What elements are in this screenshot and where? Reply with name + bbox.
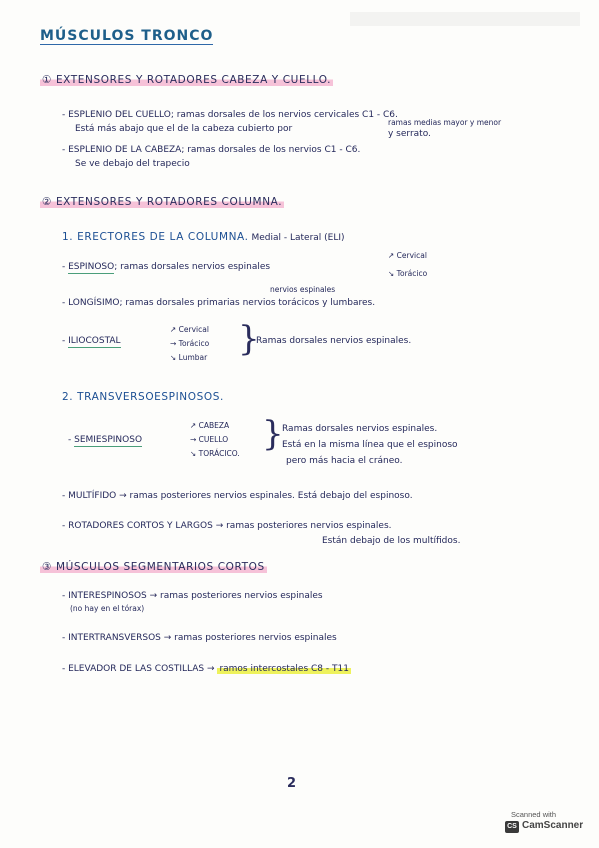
elevador-line: - ELEVADOR DE LAS COSTILLAS → ramos intercostales C8 - T11 [62,664,349,674]
semiespinoso-label: SEMIESPINOSO [74,435,143,445]
interespinosos-note: (no hay en el tórax) [70,604,145,613]
semiespinoso-line: - SEMIESPINOSO [68,435,143,445]
iliocostal-branch-3-label: Lumbar [178,353,208,362]
arrow-icon: → [149,591,158,601]
multifido-text: ramas posteriores nervios espinales. Está debajo del espinoso. [129,491,413,501]
semiespinoso-branch-2-label: CUELLO [198,435,229,444]
rotadores-label: ROTADORES CORTOS Y LARGOS [68,521,213,531]
erectores-title-line [62,231,345,243]
section-2-heading-text: ② EXTENSORES Y ROTADORES COLUMNA. [42,196,283,208]
esplenio-cuello-continuation-end: y serrato. [388,129,431,139]
iliocostal-brace: } [238,319,260,359]
iliocostal-branch-1-label: Cervical [178,325,209,334]
iliocostal-note: Ramas dorsales nervios espinales. [256,336,412,346]
esplenio-cuello-continuation: Está más abajo que el de la cabeza cubierto por [75,124,293,134]
iliocostal-branch-2-label: Torácico [178,339,210,348]
espinoso-label: ESPINOSO [68,262,115,272]
esplenio-cuello-text: ESPLENIO DEL CUELLO; ramas dorsales de los nervios cervicales C1 - C6. [68,110,398,120]
interespinosos-text: ramas posteriores nervios espinales [160,591,323,601]
semiespinoso-branch-2: → CUELLO [190,435,229,444]
multifido-line: - MULTÍFIDO → ramas posteriores nervios espinales. Está debajo del espinoso. [62,491,413,501]
camscanner-brand: CamScanner [522,820,584,831]
semiespinoso-note-1: Ramas dorsales nervios espinales. [282,424,438,434]
bullet: - [62,145,66,155]
page-title: MÚSCULOS TRONCO [40,28,214,44]
iliocostal-line: - ILIOCOSTAL [62,336,121,346]
elevador-text: ramos intercostales C8 - T11 [219,664,349,674]
iliocostal-branch-3: ↘ Lumbar [170,353,208,362]
intertransversos-text: ramas posteriores nervios espinales [174,633,337,643]
camscanner-badge [501,808,591,840]
longisimo-line: - LONGÍSIMO; ramas dorsales primarias nervios torácicos y lumbares. [62,298,376,308]
semiespinoso-branch-3: ↘ TORÁCICO. [190,449,240,458]
section-2-heading [40,196,284,208]
rotadores-note: Están debajo de los multífidos. [322,536,461,546]
arrow-icon: → [215,521,224,531]
longisimo-label: LONGÍSIMO [68,298,120,308]
espinoso-branch-2: ↘ Torácico [388,269,428,278]
erectores-note: Medial - Lateral (ELI) [251,233,345,243]
iliocostal-branch-1: ↗ Cervical [170,325,209,334]
rotadores-text: ramas posteriores nervios espinales. [226,521,392,531]
interespinosos-line: - INTERESPINOSOS → ramas posteriores nervios espinales [62,591,323,601]
bullet: - [62,110,66,120]
arrow-icon: → [207,664,215,674]
intertransversos-label: INTERTRANSVERSOS [68,633,161,643]
bleed-through-shadow [350,12,580,26]
longisimo-text: ; ramas dorsales primarias nervios torácicos y lumbares. [119,298,376,308]
page-number: 2 [287,776,297,791]
section-3-heading-text: ③ MÚSCULOS SEGMENTARIOS CORTOS [42,561,265,573]
semiespinoso-note-2: Está en la misma línea que el espinoso [282,440,458,450]
esplenio-cabeza-text: ESPLENIO DE LA CABEZA; ramas dorsales de los nervios C1 - C6. [68,145,361,155]
espinoso-text: ; ramas dorsales nervios espinales [114,262,271,272]
esplenio-cabeza-line [62,145,360,155]
camscanner-logo-icon: CS [505,821,519,833]
espinoso-line: - ESPINOSO; ramas dorsales nervios espinales [62,262,271,272]
iliocostal-label: ILIOCOSTAL [68,336,121,346]
elevador-label: ELEVADOR DE LAS COSTILLAS [68,664,205,674]
section-3-heading [40,561,267,573]
iliocostal-branch-2: → Torácico [170,339,210,348]
interespinosos-label: INTERESPINOSOS [68,591,147,601]
esplenio-cuello-line [62,110,398,120]
transversoespinosos-title: 2. TRANSVERSOESPINOSOS. [62,391,224,403]
espinoso-branch-1: ↗ Cervical [388,251,427,260]
scanned-with-label: Scanned with [511,810,557,819]
longisimo-above-note: nervios espinales [270,285,336,294]
rotadores-line: - ROTADORES CORTOS Y LARGOS → ramas posteriores nervios espinales. [62,521,392,531]
erectores-title: 1. ERECTORES DE LA COLUMNA. [62,231,249,243]
section-1-heading [40,74,333,86]
semiespinoso-note-3: pero más hacia el cráneo. [286,456,403,466]
esplenio-cabeza-continuation: Se ve debajo del trapecio [75,159,190,169]
arrow-icon: → [163,633,172,643]
semiespinoso-branch-3-label: TORÁCICO. [198,449,240,458]
espinoso-branch-1-label: Cervical [396,251,427,260]
esplenio-cuello-extra: ramas medias mayor y menor [388,118,502,127]
intertransversos-line: - INTERTRANSVERSOS → ramas posteriores nervios espinales [62,633,337,643]
multifido-label: MULTÍFIDO [68,491,117,501]
semiespinoso-brace: } [262,414,284,454]
semiespinoso-branch-1-label: CABEZA [198,421,230,430]
semiespinoso-branch-1: ↗ CABEZA [190,421,230,430]
arrow-icon: → [119,491,127,501]
espinoso-branch-2-label: Torácico [396,269,428,278]
section-1-heading-text: ① EXTENSORES Y ROTADORES CABEZA Y CUELLO. [42,74,332,86]
